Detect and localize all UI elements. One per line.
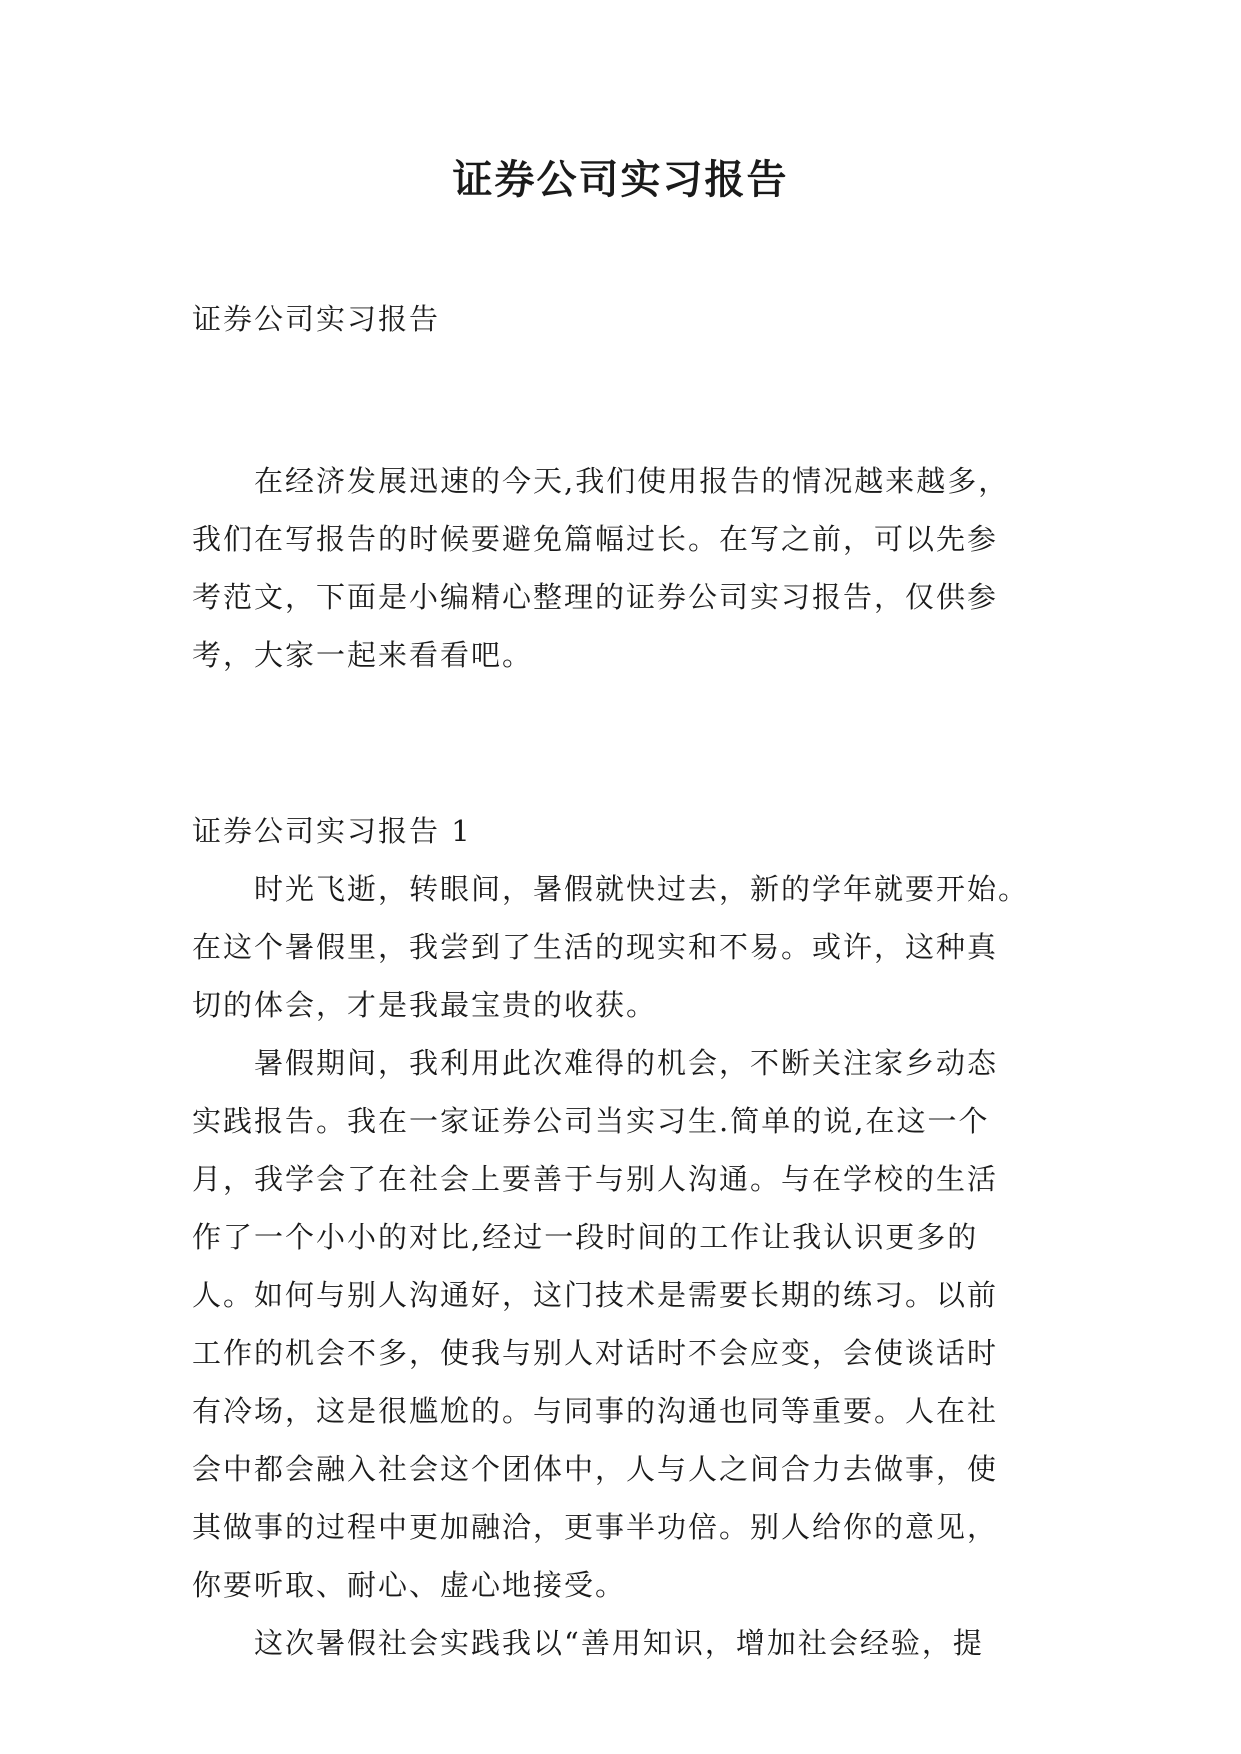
spacer (192, 348, 1072, 452)
paragraph-line: 这次暑假社会实践我以“善用知识，增加社会经验，提 (254, 1626, 984, 1660)
intro-paragraph (192, 452, 1072, 684)
paragraph-line: 时光飞逝，转眼间，暑假就快过去，新的学年就要开始。 (254, 872, 1030, 906)
paragraph-line: 在这个暑假里，我尝到了生活的现实和不易。或许，这种真 (192, 930, 999, 964)
spacer (192, 684, 1072, 802)
paragraph-2 (192, 1034, 1072, 1614)
paragraph-line: 其做事的过程中更加融洽，更事半功倍。别人给你的意见， (192, 1510, 999, 1544)
paragraph-line: 我们在写报告的时候要避免篇幅过长。在写之前，可以先参 (192, 522, 999, 556)
document-subtitle: 证券公司实习报告 (192, 302, 441, 336)
paragraph-line: 考，大家一起来看看吧。 (192, 638, 534, 672)
paragraph-line: 工作的机会不多，使我与别人对话时不会应变，会使谈话时 (192, 1336, 999, 1370)
section-heading: 证券公司实习报告 1 (192, 814, 472, 848)
paragraph-line: 实践报告。我在一家证券公司当实习生.简单的说,在这一个 (192, 1104, 990, 1138)
paragraph-3 (192, 1614, 1072, 1672)
paragraph-line: 你要听取、耐心、虚心地接受。 (192, 1568, 627, 1602)
document-title: 证券公司实习报告 (452, 156, 789, 203)
paragraph-line: 暑假期间，我利用此次难得的机会，不断关注家乡动态 (254, 1046, 999, 1080)
paragraph-1 (192, 860, 1072, 1034)
paragraph-line: 有冷场，这是很尴尬的。与同事的沟通也同等重要。人在社 (192, 1394, 999, 1428)
paragraph-line: 人。如何与别人沟通好，这门技术是需要长期的练习。以前 (192, 1278, 999, 1312)
paragraph-line: 在经济发展迅速的今天,我们使用报告的情况越来越多， (254, 464, 1010, 498)
paragraph-line: 月，我学会了在社会上要善于与别人沟通。与在学校的生活 (192, 1162, 999, 1196)
paragraph-line: 会中都会融入社会这个团体中，人与人之间合力去做事，使 (192, 1452, 999, 1486)
paragraph-line: 考范文，下面是小编精心整理的证券公司实习报告，仅供参 (192, 580, 999, 614)
paragraph-line: 切的体会，才是我最宝贵的收获。 (192, 988, 658, 1022)
document-body (192, 290, 1072, 1672)
paragraph-line: 作了一个小小的对比,经过一段时间的工作让我认识更多的 (192, 1220, 979, 1254)
